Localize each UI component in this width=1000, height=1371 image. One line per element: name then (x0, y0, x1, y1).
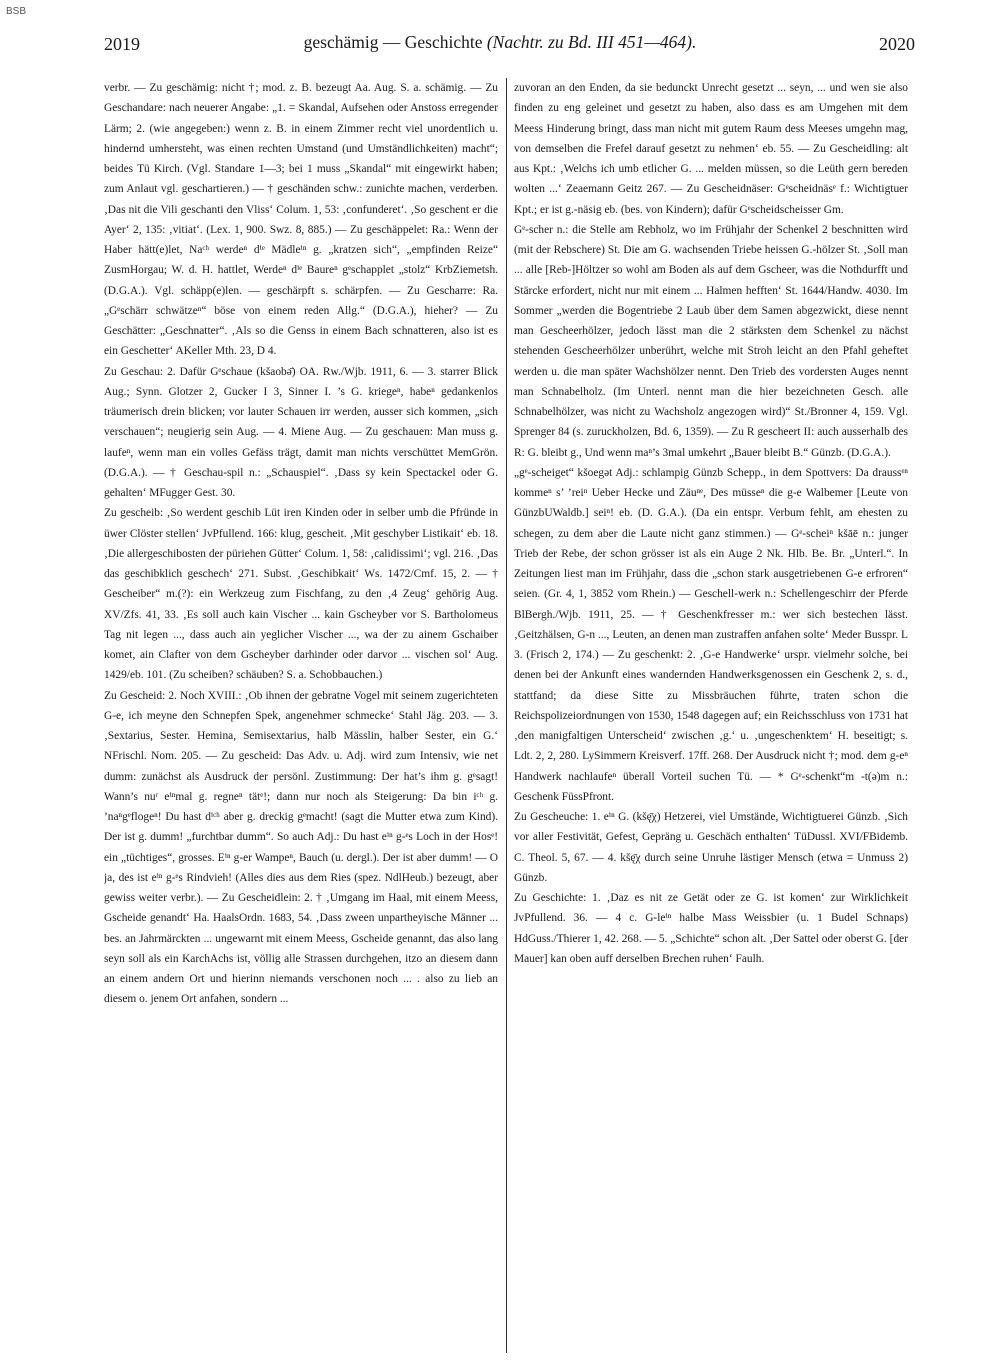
entry-block: zuvoran an den Enden, da sie bedunckt Unrecht gesetzt ... seyn, ... und wen sie also finden zu eng geleinet und gesetzt zu haben, also dass es am Umgehen mit dem Meess Hinderung bringt, dass man nicht mit gutem Raum dess Meeses umgehn mag, von demselben die Frefel darauf gesetzt zu nehmen‘ eb. 55. — Zu Gescheidling: alt aus Kpt.: ‚Welchs ich umb etlicher G. ... melden müssen, so die Leüth gern bereden wolten ...‘ Zeaemann Geitz 267. — Zu Gescheidnäser: Gᵉscheidnäsᵉ f.: Wichtigtuer Kpt.; er ist g.-näsig eb. (bes. von Kindern); dafür Gᵉscheidscheisser Gm. (514, 82, 908, 216)
entry-block: Zu Gescheid: 2. Noch XVIII.: ‚Ob ihnen der gebratne Vogel mit seinem zugerichteten G-e, ich meyne den Schnepfen Spek, angenehmer schmecke‘ Stahl Jäg. 203. — 3. ‚Sextarius, Sester. Hemina, Semisextarius, halb Mässlin, halber Sester, ein G.‘ NFrischl. Nom. 205. — Zu gescheid: Das Adv. u. Adj. wird zum Intensiv, wie net dumm: zunächst als Ausdruck der persönl. Zustimmung: Der hat’s ihm g. gᵉsagt! Wann’s nuʳ eⁱⁿmal g. regneⁿ tätᵉ!; dann nur noch als Steigerung: Da bin iᶜʰ g. ’naⁿgᵉflogeⁿ! Du hast dⁱᶜʰ aber g. dreckig gᵉmacht! (sagt die Mutter etwa zum Kind). Der ist g. dumm! „furchtbar dumm“. So auch Adj.: Du hast eⁱⁿ g-ᵉs Loch in der Hosᵉ! ein „tüchtiges“, grosses. Eⁱⁿ g-er Wampeⁿ, Bauch (u. dergl.). Der ist aber dumm! — O ja, des ist eⁱⁿ g-ᵉs Rindvieh! (Alles dies aus dem Ries (spez. NdlHeub.) bezeugt, aber gewiss weiter verbr.). — Zu Gescheidlein: 2. † ‚Umgang im Haal, mit einem Meess, Gscheide genandt‘ Ha. HaalsOrdn. 1683, 54. ‚Dass zween unpartheyische Männer ... bes. an Jahrmärckten ... ungewarnt mit einem Meess, Gscheide genannt, das also lang seyn soll als ein KarchAchs ist, völlig alle Strassen durchgehen, itzo an diesem dann an einem andern Ort und hierinn niemands verschonen noch ... . also zu lieb an diesem o. jenem Ort anfahen, sondern ... (104, 689, 498, 1006)
entry-block: „gᵉ-scheiget“ kšoegət Adj.: schlampig Günzb Schepp., in dem Spottvers: Da draussᵉⁿ kommeⁿ s’ ’reiⁿ Ueber Hecke und Zäuⁿᵉ, Des müsseⁿ die g-e Walbemer [Leute von GünzbUWaldb.] seiⁿ! eb. (D. G.A.). (Da ein entspr. Verbum fehlt, am ehesten zu schegen, zu dem aber die Laute nicht ganz stimmen.) — Gᵉ-scheiⁿ kšāē n.: junger Trieb der Rebe, der schon grösser ist als ein Auge 2 Nk. Hlb. Be. Br. „Unterl.“. In Zeitungen liest man im Frühjahr, dass die „schon stark ausgetriebenen G-e erfroren“ seien. (Gr. 4, 1, 3852 vom Rhein.) — Geschell-werk n.: Schellengeschirr der Pferde BlBergh./Wjb. 1911, 25. — † Geschenkfresser m.: wer sich bestechen lässt. ‚Geitzhälsen, G-n ..., Leuten, an denen man zustraffen anfahen solte‘ Meder Busspr. L 3. (Frisch 2, 174.) — Zu geschenkt: 2. ‚G-e Handwerke‘ urspr. vielmehr solche, bei denen bei der Ankunft eines wandernden Handwerksgenossen ein Geschenk 2, s. d., stattfand; da diese Sitte zu Missbräuchen führte, traten schon die Reichspolizeiordnungen von 1530, 1548 dagegen auf; ein Reichsschluss von 1731 hat ‚den manigfaltigen Unterscheid‘ zwischen ‚g.‘ u. ‚ungeschenktem‘ H. beseitigt; s. Ldt. 2, 2, 280. LySimmern Kreisverf. 17ff. 268. Der Ausdruck nicht †; mod. dem g-eⁿ Handwerk nachlaufeⁿ überall Vorteil suchen Tü. — * Gᵉ-schenkt“m -t(ə)m n.: Geschenk FüssPfront. (514, 466, 908, 803)
running-title-note: (Nachtr. zu Bd. III 451—464). (486, 32, 697, 52)
text-columns (104, 78, 910, 1358)
column-right (514, 78, 908, 1353)
entry-block: verbr. — Zu geschämig: nicht †; mod. z. B. bezeugt Aa. Aug. S. a. schämig. — Zu Geschandare: nach neuerer Angabe: „1. = Skandal, Aufsehen oder Anstoss erregender Lärm; 2. (wie angegeben:) wenn z. B. in einem Zimmer recht viel unordentlich u. hindernd umhersteht, was einen rechten Umstand (und Umständlichkeiten) macht“; beides Tü Kirch. (Vgl. Standare 1—3; bei 1 muss „Skandal“ mit eingewirkt haben; zum Anlaut vgl. geschartieren.) — † geschänden schw.: zunichte machen, verderben. ‚Das nit die Vili geschanti den Vliss‘ Colum. 1, 53: ‚confunderet‘. ‚So geschent er die Ayer‘ 2, 135: ‚vitiat‘. (Lex. 1, 900. Swz. 8, 885.) — Zu geschäppelet: Ra.: Wenn der Haber hätt(e)let, Naᶜʰ werdeⁿ dⁱᵉ Mädleⁱⁿ g. „kratzen sich“, „empfinden Reize“ ZusmHorgau; W. d. H. hattlet, Werdeⁿ dⁱᵉ Baureⁿ gᵉschapplet „stolz“ KrbZiemetsh. (D.G.A.). Vgl. schäpp(e)len. — geschärpft s. schärpfen. — Zu Gescharre: Ra. „Gᵉschärr schwätzeⁿ“ böse von einem reden Allg.“ (D.G.A.), hieher? — Zu Geschätter: „Geschnatter“. ‚Als so die Genss in einem Bach schnatteren, also ist es ein Geschetter‘ AKeller Mth. 23, D 4. (104, 82, 498, 358)
column-divider (506, 78, 507, 1353)
column-left (104, 78, 498, 1353)
running-header (0, 32, 1000, 62)
running-title (0, 32, 1000, 53)
entry-block: Zu Gescheuche: 1. eⁱⁿ G. (kšę̄χ) Hetzerei, viel Umstände, Wichtigtuerei Günzb. ‚Sich vor aller Festivität, Gefest, Gepräng u. Geschäch enthalten‘ TüDussl. XVI/FBidemb. C. Theol. 5, 67. — 4. kšę̄χ durch seine Unruhe lästiger Mensch (etwa = Unmuss 2) Günzb. (514, 811, 908, 884)
library-stamp: BSB (6, 6, 27, 17)
entry-block: Zu gescheib: ‚So werdent geschib Lüt iren Kinden oder in selber umb die Pfründe in üwer Clöster stellen‘ JvPfullend. 166: klug, gescheit. ‚Mit geschyber Listikait‘ eb. 18. ‚Die allergeschibosten der püriehen Gütter‘ Colum. 1, 58: ‚calidissimi‘; vgl. 216. ‚Das das geschibklich geschech‘ 271. Subst. ‚Geschibkait‘ Ws. 1472/Cmf. 15, 2. — † Gescheiber“ m.(?): ein Werkzeug zum Fischfang, zu den ‚4 Zeug‘ gehörig Aug. XV/Zfs. 41, 33. ‚Es soll auch kain Vischer ... kain Gscheyber vor S. Bartholomeus Tag nit legen ..., dass auch ain yeglicher Vischer ..., wa der zu ainem Gschaiber komet, ain Clafter von dem Gscheyber darhinder oder darvor ... vischen sol‘ Aug. 1429/eb. 101. (Zu scheiben? schäuben? S. a. Schobbauchen.) (104, 507, 498, 682)
page-number-right: 2020 (879, 34, 915, 54)
entry-block: Zu Geschau: 2. Dafür Gᵉschaue (kšaobə̄) OA. Rw./Wjb. 1911, 6. — 3. starrer Blick Aug.; Synn. Glotzer 2, Gucker I 3, Sinner I. ’s G. kriegeⁿ, habeⁿ gedankenlos träumerisch drein blicken; vor lauter Schauen irr werden, ausser sich kommen, „sich verschauen“; neugierig sein Aug. — 4. Miene Aug. — Zu geschauen: Man muss g. laufeⁿ, wenn man ein volles Gefäss trägt, damit man nichts verschüttet MemGrön. (D.G.A.). — † Geschau-spil n.: „Schauspiel“. ‚Dass sy kein Spectackel oder G. gehalten‘ MFugger Gest. 30. (104, 365, 498, 499)
running-title-main: geschämig — Geschichte (303, 32, 483, 52)
entry-block: Gᵉ-scher n.: die Stelle am Rebholz, wo im Frühjahr der Schenkel 2 beschnitten wird (mit der Rebschere) St. Die am G. wachsenden Triebe heissen G.-hölzer St. ‚Soll man ... alle [Reb-]Höltzer so wohl am Boden als auf dem Gscheer, was die Nothdurfft und Stärcke erfordert, nicht nur mit einem ... Halmen hefften‘ St. 1644/Handw. 4030. Im Sommer „werden die Bogentriebe 2 Laub über dem Samen abgezwickt, diese nennt man Gescheerhölzer, jedoch lässt man die 2 stärksten dem Schenkel zu nächst stehenden Gescheerhölzer unberührt, welche mit Stroh leicht an den Pfahl geheftet werden u. die man später Wachshölzer nennt. Den Trieb des vordersten Auges nennt man Schnabelholz. (Im Unterl. nennt man die hier bezeichneten Gesch. alle Schnabelhölzer, was nicht zu Wachsholz angezogen wird)“ St./Bronner 4, 159. Vgl. Sprenger 84 (s. zuruckholzen, Bd. 6, 1359). — Zu R gescheert II: auch ausserhalb des R: G. bleibt g., Und wenn maⁿ’s 3mal umkehrt „Bauer bleibt B.“ Günzb. (D.G.A.). (514, 223, 908, 459)
entry-block: Zu Geschichte: 1. ‚Daz es nit ze Getät oder ze G. ist komen‘ zur Wirklichkeit JvPfullend. 36. — 4 c. G-leⁱⁿ halbe Mass Weissbier (u. 1 Budel Schnaps) HdGuss./Thierer 1, 42. 268. — 5. „Schichte“ schon alt. ‚Der Sattel oder oberst G. [der Mauer] kan oben auff derselben Brechen ruhen‘ Faulh. (514, 892, 908, 965)
page-number-left: 2019 (104, 34, 140, 54)
